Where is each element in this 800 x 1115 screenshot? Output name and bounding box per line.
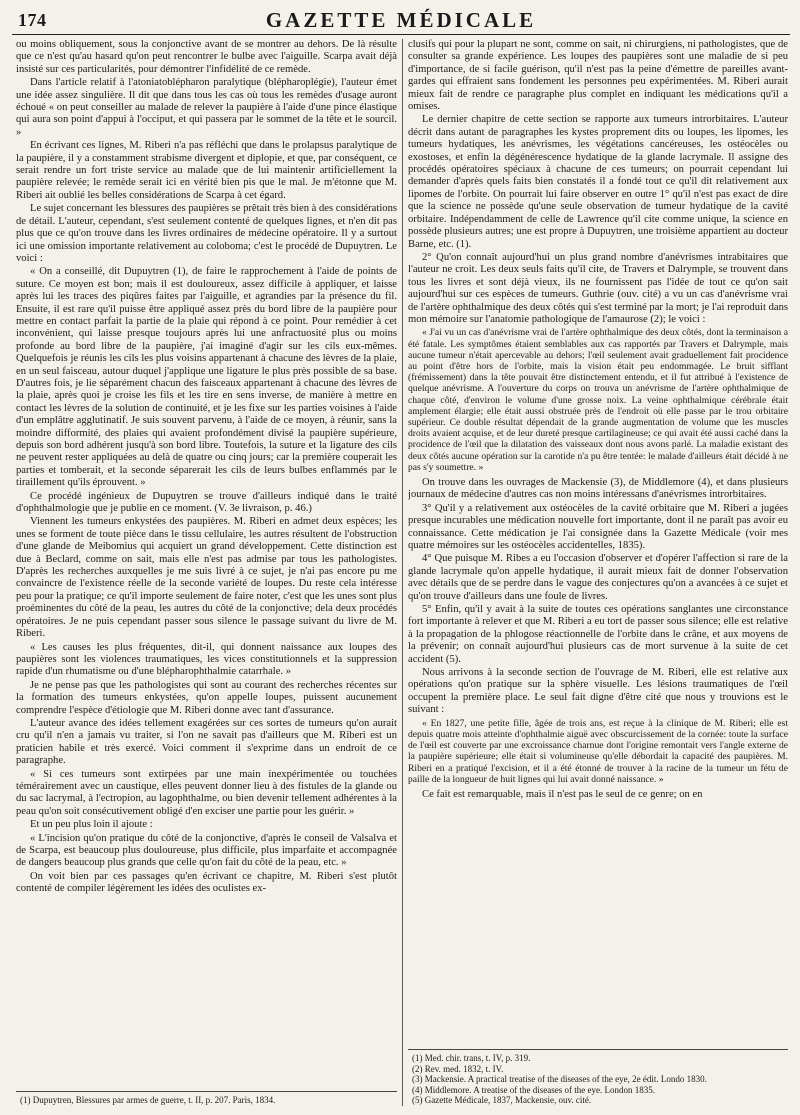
footnote: (4) Middlemore. A treatise of the diseases of the eye. London 1835. (412, 1084, 655, 1095)
paragraph: Et un peu plus loin il ajoute : (30, 819, 153, 831)
paragraph: Le dernier chapitre de cette section se rapporte aux tumeurs introrbitaires. L'auteur décrit dans autant de paragraphes les kystes proprement dits ou loupes, les lipomes, les tumeurs hydatiques, les anévrismes, les végétations cancéreuses, les ostéocèles ou exostoses, et enfin la dégénérescence hydatique de la glande lacrymale. Il assigne des procédés opératoires spéciaux à chacune de ces tumeurs; on pourrait cependant lui demander d'après quels faits bien constatés il a fondé tout ce qu'il dit relativement aux lipomes de l'orbite. On pourrait lui faire observer en outre 1° qu'il n'est pas exact de dire que la science ne possède qu'une seule observation de tumeur hydatique de la cavité orbitaire. Indépendamment de celle de Lawrence qu'il cite comme unique, la science en possède plusieurs autres; une est propre à Dupuytren, une troisième appartient au docteur Barne, etc. (1). (408, 114, 788, 250)
footnote: (2) Rev. med. 1832, t. IV. (412, 1063, 504, 1074)
paragraph: En écrivant ces lignes, M. Riberi n'a pas réfléchi que dans le prolapsus paralytique de la paupière, il y a constamment strabisme divergent et diplopie, et que, par conséquent, ce serait rendre un fort triste service au malade que de lui maintenir artificiellement la paupière relevée; le remède serait ici en vérité bien pis que le mal. Je m'étonne que M. Riberi ait oublié les belles considérations de Scarpa à cet égard. (16, 140, 397, 201)
paragraph: On voit bien par ces passages qu'en écrivant ce chapitre, M. Riberi s'est plutôt contenté de compiler légèrement les idées des oculistes ex- (16, 870, 397, 895)
paragraph: Nous arrivons à la seconde section de l'ouvrage de M. Riberi, elle est relative aux opérations qu'on pratique sur la sphère visuelle. Les lésions traumatiques de l'œil occupent la première place. Le seul fait digne d'être cité que nous y trouvions est le suivant : (408, 667, 788, 716)
paragraph: Je ne pense pas que les pathologistes qui sont au courant des recherches récentes sur la formation des tumeurs enkystées, qu'on appelle loupes, puissent aucunement comprendre l'espèce d'étiologie que M. Riberi donne avec tant d'assurance. (16, 679, 397, 716)
left-column (16, 39, 397, 1106)
newspaper-page (12, 6, 790, 1106)
paragraph: ou moins obliquement, sous la conjonctive avant de se montrer au dehors. De là résulte que ce n'est qu'au hasard qu'on peut rencontrer le bulbe avec l'aiguille. Scarpa avait déjà insisté sur ces particularités, pour démontrer l'infidélité de ce remède. (16, 39, 397, 75)
right-column-body (408, 39, 788, 1038)
page-number: 174 (18, 10, 47, 30)
paragraph: 4° Que puisque M. Ribes a eu l'occasion d'observer et d'opérer l'affection si rare de la glande lacrymale qu'on appelle hydatique, il aurait mieux fait de donner l'observation avec détails que de se perdre dans le vague des conjectures qu'on a avancées à ce sujet et qu'on trouve d'ailleurs dans une foule de livres. (408, 553, 788, 602)
paragraph: On trouve dans les ouvrages de Mackensie (3), de Middlemore (4), et dans plusieurs journaux de médecine d'autres cas non moins intéressans d'anévrismes introrbitaires. (408, 476, 788, 501)
paragraph: « En 1827, une petite fille, âgée de trois ans, est reçue à la clinique de M. Riberi; elle est depuis quatre mois atteinte d'ophthalmie aiguë avec obscurcissement de la cornée: toute la surface de l'œil est couverte par une excroissance charnue dont l'origine remontait vers l'angle externe de la paupière supérieure; elle était si volumineuse qu'elle débordait la capacité des paupières. M. Riberi en a pratiqué l'excision, et il a été étonné de trouver à la racine de la tumeur un fétu de paille de la longueur de huit lignes qui lui avait donné naissance. » (408, 717, 788, 785)
paragraph: 2° Qu'on connaît aujourd'hui un plus grand nombre d'anévrismes intrabitaires que l'auteur ne croit. Les deux seuls faits qu'il cite, de Travers et Dalrymple, se trouvent dans tous les livres et sont déjà vieux, ils ne fournissent pas l'idée de tout ce qu'on sait aujourd'hui sur ces espèces de tumeurs. Guthrie (ouv. cité) a vu un cas d'anévrisme vrai de l'artère ophthalmique des deux côtés qui s'est terminé par la mort; je l'ai reproduit dans mon mémoire sur l'anatomie pathologique de l'amaurose (2); le voici : (408, 251, 788, 325)
paragraph: « Les causes les plus fréquentes, dit-il, qui donnent naissance aux loupes des paupières sont les violences traumatiques, les vices constitutionnels et la suppression rapide d'un rhumatisme ou d'une blépharophthalmie catarrhale. » (16, 641, 397, 678)
paragraph: L'auteur avance des idées tellement exagérées sur ces sortes de tumeurs qu'on aurait cru qu'il n'en a jamais vu traiter, si l'on ne savait pas d'ailleurs que M. Riberi est un praticien habile et très exercé. Voici comment il s'exprime dans un endroit de ce paragraphe. (16, 717, 397, 767)
paragraph: Le sujet concernant les blessures des paupières se prêtait très bien à des considérations de détail. L'auteur, cependant, s'est seulement contenté de quelques lignes, et n'en dit pas plus que ce qu'on trouve dans les livres ordinaires de médecine opératoire. Il y a surtout ici une omission importante relativement au coloboma; c'est le procédé de Dupuytren. Le voici : (16, 203, 397, 264)
paragraph: Dans l'article relatif à l'atoniatoblépharon paralytique (blépharoplégie), l'auteur émet une idée assez singulière. Il dit que dans tous les cas où tous les remèdes d'usage auront échoué « on peut conseiller au malade de relever la paupière à l'aide d'une pince élastique qui aura son point d'appui à l'occiput, et qui passera par le sommet de la tête et le sourcil. » (16, 77, 397, 138)
journal-title: GAZETTE MÉDICALE (265, 8, 537, 32)
right-column (408, 39, 788, 1106)
columns (12, 39, 790, 1106)
left-column-body (16, 39, 397, 1080)
footnote: (5) Gazette Médicale, 1837, Mackensie, ouv. cité. (412, 1095, 592, 1106)
paragraph: « On a conseillé, dit Dupuytren (1), de faire le rapprochement à l'aide de points de suture. Ce moyen est bon; mais il est douloureux, assez difficile à appliquer, et laisse après lui les traces des piqûres faites par l'aiguille, et agrandies par la présence du fil. Ensuite, il est rare qu'il puisse être appliqué assez près du bord libre de la paupière pour mettre en contact parfait la partie de la plaie qui répond à ce point. Pour remédier à cet inconvénient, qui laisse presque toujours après lui une anfractuosité plus ou moins profonde au bord libre de la paupière, j'ai imaginé d'agir sur les cils eux-mêmes. Quelquefois je réunis les cils les plus voisins appartenant à chacune des lèvres de la plaie, en un seul faisceau, autour duquel j'applique une ligature le plus près possible de sa base. D'autres fois, je lie séparément chacun des faisceaux appartenant à chacune des lèvres de la plaie, après quoi je croise les fils et les tire en sens inverse, de manière à mettre en contact les lèvres de la solution de continuité, et je les fixe sur les parties voisines à l'aide d'un emplâtre agglutinatif. Je suis souvent parvenu, à l'aide de ce moyen, à réunir, sans la moindre difformité, des plaies qui avaient profondément divisé la paupière supérieure, depuis son bord adhérent jusqu'à son bord libre. Toutefois, la suture et la ligature des cils ne peuvent rester appliquées au delà de quatre ou cinq jours; car la première couperait les parties et tomberait, et la seconde séparerait les cils de leurs bulbes enflammés par le tiraillement qu'ils éprouvent. » (16, 266, 397, 489)
paragraph: « J'ai vu un cas d'anévrisme vrai de l'artère ophthalmique des deux côtés, dont la terminaison a été fatale. Les symptômes étaient semblables aux cas rapportés par Travers et Dalrymple, mais aucune tumeur n'était apercevable au dehors; l'œil seulement avait graduellement fait procidence au point d'être hors de l'orbite, mais la vision était peu endommagée. Le bruit sifflant (frémissement) dans la tête pouvait être distinctement entendu, et il fut attribué à l'existence de quelque anévrisme. A l'ouverture du corps on trouva un anévrisme de l'artère ophthalmique de chaque côté, d'environ le volume d'une grosse noix. La veine ophthalmique cérébrale était amplement élargie; elle était aussi obstruée près de l'endroit où elle passe par le trou orbitaire supérieur. Ce double résultat dépendait de la grande augmentation de volume que les muscles droits avaient acquise, et de leur dureté presque cartilagineuse; ce qui avait été aussi caché dans la procidence de l'œil que la dilatation des vaisseaux dont nous avons parlé. La maladie existant des deux côtés aucune opération sur la carotide n'a pu être tentée: le malade d'ailleurs était décidé à ne pas s'y soumettre. » (408, 327, 788, 473)
paragraph: « L'incision qu'on pratique du côté de la conjonctive, d'après le conseil de Valsalva et de Scarpa, est beaucoup plus douloureuse, plus difficile, plus imparfaite et accompagnée de dangers beaucoup plus grands que celle qu'on fait du côté de la peau, etc. » (16, 832, 397, 869)
footnote: (1) Med. chir. trans, t. IV, p. 319. (412, 1053, 531, 1064)
paragraph: 3° Qu'il y a relativement aux ostéocèles de la cavité orbitaire que M. Riberi a jugées presque incurables une médication nouvelle fort importante, dont il ne paraît pas avoir eu connaissance. Cette médication je l'ai consignée dans la Gazette Médicale (voir mes quatre mémoires sur les ostéocèles accidentelles, 1835). (408, 502, 788, 552)
footnote: (3) Mackensie. A practical treatise of the diseases of the eye, 2e édit. Londo 1830. (412, 1074, 707, 1085)
column-rule (402, 39, 403, 1106)
paragraph: « Si ces tumeurs sont extirpées par une main inexpérimentée ou touchées témérairement avec un caustique, elles peuvent donner lieu à des fistules de la glande ou du sac lacrymal, à l'ectropion, au lagophthalme, ou bien devenir tellement adhérentes à la peau qu'on soit consécutivement obligé d'en exciser une partie pour les guérir. » (16, 768, 397, 817)
footnote: (1) Dupuytren, Blessures par armes de guerre, t. II, p. 207. Paris, 1834. (20, 1095, 276, 1106)
right-footnotes (408, 1049, 788, 1106)
paragraph: clusifs qui pour la plupart ne sont, comme on sait, ni chirurgiens, ni pathologistes, que de consulter sa grande expérience. Les loupes des paupières sont une maladie de si peu d'importance, de si facile guérison, qu'il n'est pas la peine d'émettre de pareilles avant-gardes qui effraient sans fondement les personnes peu expérimentées. M. Riberi aurait mieux fait de rendre ce paragraphe plus complet en indiquant les médications qu'il a omises. (408, 39, 788, 113)
paragraph: Ce procédé ingénieux de Dupuytren se trouve d'ailleurs indiqué dans le traité d'ophthalmologie que je publie en ce moment. (V. 3e livraison, p. 46.) (16, 490, 397, 515)
paragraph: Ce fait est remarquable, mais il n'est pas le seul de ce genre; on en (422, 788, 703, 800)
left-footnotes (16, 1091, 397, 1106)
paragraph: Viennent les tumeurs enkystées des paupières. M. Riberi en admet deux espèces; les unes se forment de toute pièce dans le tissu cellulaire, les autres résultent de l'obstruction d'une glande de Meibomius qui acquiert un grand développement. Cette distinction est due à Beclard, comme on sait, mais elle n'est pas admise par tous les pathologistes. D'après les recherches auxquelles je me suis livré à ce sujet, je n'ai pas encore pu me convaincre de l'existence réelle de la seconde variété de loupes. Du reste cela intéresse peu pour la pratique; ce qu'il importe seulement de faire noter, c'est que les unes sont plus proéminentes du côté de la peau, les autres du côté de la conjonctive; dela deux procédés opératoires. Je ne puis cependant passer sous silence le passage suivant du livre de M. Riberi. (16, 516, 397, 640)
paragraph: 5° Enfin, qu'il y avait à la suite de toutes ces opérations sanglantes une circonstance fort importante à relever et que M. Riberi a eu tort de passer sous silence; elle est relative à la propagation de la phlogose réactionnelle de l'orbite dans le crâne, et aux moyens de la prévenir; on connaît aujourd'hui plusieurs cas de mort survenue à la suite de cet accident (5). (408, 604, 788, 665)
page-header (12, 6, 790, 35)
